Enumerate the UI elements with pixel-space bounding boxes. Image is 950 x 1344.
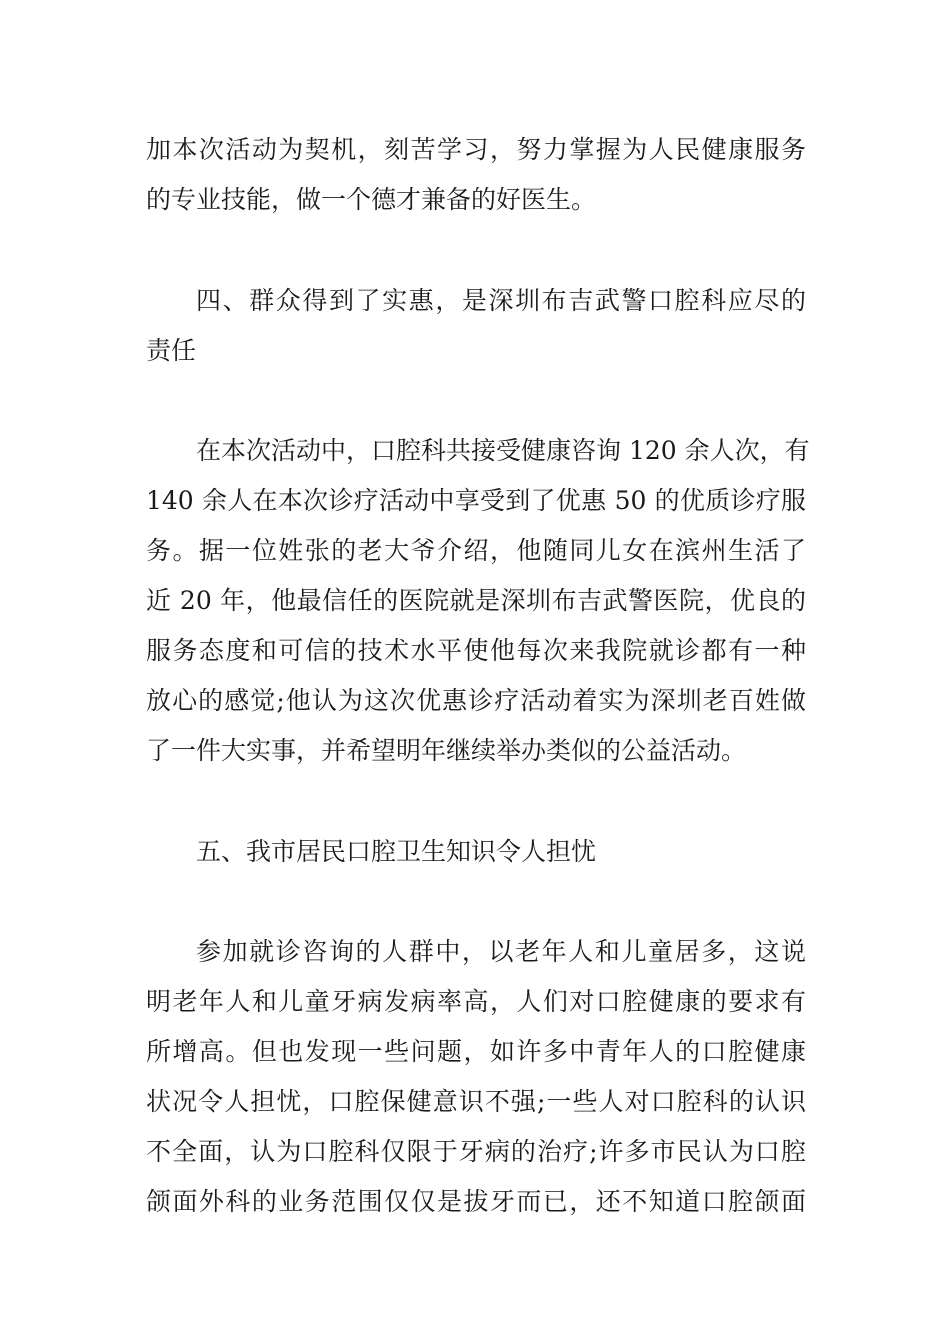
paragraph-3-line-1: 在本次活动中，口腔科共接受健康咨询 120 余人次，有 (196, 436, 810, 465)
paragraph-3-line-2: 140 余人在本次诊疗活动中享受到了优惠 50 的优质诊疗服 (146, 486, 806, 515)
paragraph-1-line-2: 的专业技能，做一个德才兼备的好医生。 (146, 185, 597, 214)
paragraph-5-line-2: 明老年人和儿童牙病发病率高，人们对口腔健康的要求有 (146, 987, 806, 1016)
paragraph-5-line-1: 参加就诊咨询的人群中，以老年人和儿童居多，这说 (196, 937, 806, 966)
section-heading-4-line-1: 四、群众得到了实惠，是深圳布吉武警口腔科应尽的 (196, 286, 806, 315)
paragraph-3-line-5: 服务态度和可信的技术水平使他每次来我院就诊都有一种 (146, 636, 806, 665)
paragraph-3-line-7: 了一件大实事，并希望明年继续举办类似的公益活动。 (146, 736, 747, 765)
paragraph-3-line-3: 务。据一位姓张的老大爷介绍，他随同儿女在滨州生活了 (146, 536, 806, 565)
section-heading-4-line-2: 责任 (146, 336, 197, 365)
paragraph-5-line-5: 不全面，认为口腔科仅限于牙病的治疗;许多市民认为口腔 (146, 1137, 806, 1166)
paragraph-3-line-6: 放心的感觉;他认为这次优惠诊疗活动着实为深圳老百姓做 (146, 686, 806, 715)
section-heading-5: 五、我市居民口腔卫生知识令人担忧 (196, 837, 597, 866)
paragraph-5-line-3: 所增高。但也发现一些问题，如许多中青年人的口腔健康 (146, 1037, 806, 1066)
paragraph-5-line-4: 状况令人担忧，口腔保健意识不强;一些人对口腔科的认识 (146, 1087, 806, 1116)
paragraph-5-line-6: 颌面外科的业务范围仅仅是拔牙而已，还不知道口腔颌面 (146, 1187, 806, 1216)
paragraph-3-line-4: 近 20 年，他最信任的医院就是深圳布吉武警医院，优良的 (146, 586, 806, 615)
paragraph-1-line-1: 加本次活动为契机，刻苦学习，努力掌握为人民健康服务 (146, 135, 806, 164)
